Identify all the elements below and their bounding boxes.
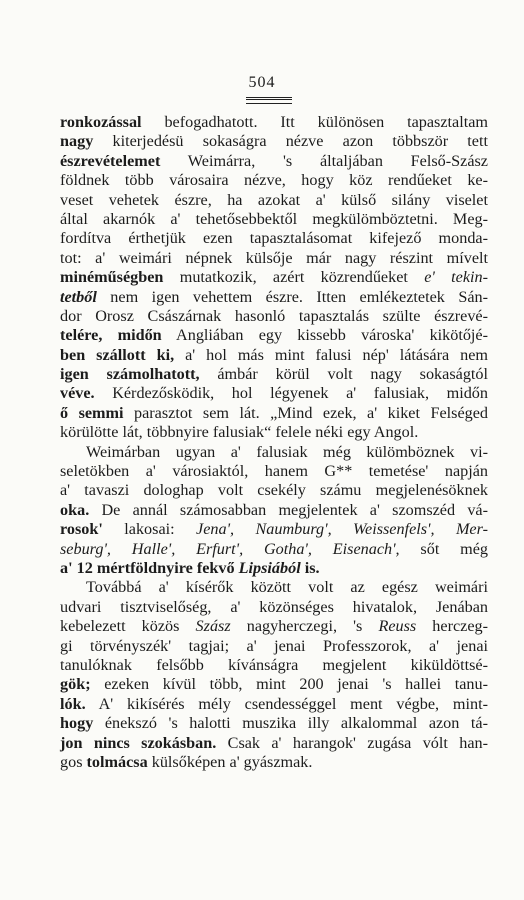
text-run: oka. — [60, 500, 90, 519]
text-line — [60, 171, 488, 190]
text-run: ben szállott ki, — [60, 345, 175, 364]
page-body-text — [60, 113, 488, 772]
text-line — [60, 540, 488, 559]
text-run: fordítva érthetjük ezen tapasztalásomat kifejező monda- — [60, 229, 488, 248]
text-run: seletökben a' városiaktól, hanem G** temetése' napján — [60, 462, 488, 481]
text-run: sőt még — [399, 539, 488, 558]
text-line — [60, 481, 488, 500]
text-run: Szász — [195, 617, 231, 636]
text-run: a' hol más mint falusi nép' látására nem — [174, 345, 489, 364]
text-run: gök; — [60, 675, 91, 694]
text-line — [60, 365, 488, 384]
text-line — [60, 462, 488, 481]
text-run: nagyherczegi, 's — [230, 617, 379, 636]
text-run: veset vehetek észre, ha azokat a' külső silány viselet — [60, 190, 488, 209]
text-run: udvari tisztviselőség, a' közönséges hivatalok, Jenában — [60, 597, 488, 616]
text-line — [60, 152, 488, 171]
text-line — [60, 637, 488, 656]
header-rule — [246, 97, 292, 100]
text-run: nagy — [60, 132, 94, 151]
text-line — [60, 520, 488, 539]
text-run: nem igen vehettem észre. Itten emlékeztetek Sán- — [96, 287, 488, 306]
text-run: seburg', Halle', Erfurt', Gotha', Eisenach', — [60, 539, 400, 558]
text-line — [60, 734, 488, 753]
text-line — [60, 617, 488, 636]
text-run: Lipsiából — [238, 558, 301, 577]
text-run: véve. — [60, 384, 95, 403]
text-run: mutatkozik, azért közrendűeket — [163, 268, 425, 287]
text-run: hogy — [60, 714, 94, 733]
text-run: kiterjedésü sokaságra nézve azon többször tett — [93, 132, 488, 151]
text-run: igen számolhatott, — [60, 365, 200, 384]
text-run: gi törvényszék' tagjai; a' jenai Professzorok, a' jenai — [60, 636, 488, 655]
text-line — [60, 656, 488, 675]
text-run: Továbbá a' kísérők között volt az egész weimári — [86, 578, 488, 597]
text-line — [60, 268, 488, 287]
text-run: a' 12 mértföldnyire fekvő — [60, 558, 235, 577]
text-run: telére, midőn — [60, 326, 162, 345]
text-run: ezeken kívül több, mint 200 jenai 's hallei tanu- — [90, 675, 488, 694]
text-run: ő semmi — [60, 403, 124, 422]
text-run: által akarnók a' tehetősebbektől megkülömböztetni. Meg- — [60, 209, 488, 228]
text-run: lók. — [60, 694, 86, 713]
text-line — [60, 132, 488, 151]
text-run: Kérdezősködik, hol légyenek a' falusiak, midőn — [94, 384, 488, 403]
text-run: gos — [60, 752, 87, 771]
text-line — [60, 501, 488, 520]
text-line — [60, 307, 488, 326]
text-run: is. — [300, 558, 320, 577]
text-run: földnek több városaira nézve, hogy köz rendűeket ke- — [60, 171, 488, 190]
text-run: tot: a' weimári népnek külsője már nagy részint mívelt — [60, 248, 488, 267]
text-line — [60, 443, 488, 462]
text-line — [60, 598, 488, 617]
text-run: Csak a' harangok' zugása vólt han- — [216, 733, 488, 752]
text-run: észrevételemet — [60, 151, 161, 170]
text-line — [60, 191, 488, 210]
text-run: tetből — [60, 287, 97, 306]
text-line — [60, 288, 488, 307]
text-run: befogadhatott. Itt különösen tapasztaltam — [141, 113, 488, 131]
text-line — [60, 753, 488, 772]
text-line — [60, 423, 488, 442]
text-run: dor Orosz Császárnak hasonló tapasztalás szülte észrevé- — [60, 306, 488, 325]
header-rule-thin — [246, 103, 292, 104]
text-line — [60, 404, 488, 423]
text-line — [60, 695, 488, 714]
text-run: Weimárra, 's általjában Felső-Szász — [160, 151, 488, 170]
text-run: lakosai: — [102, 520, 197, 539]
text-run: énekszó 's halotti muszika illy alkalommal azon tá- — [93, 714, 488, 733]
text-line — [60, 559, 488, 578]
text-run: jon nincs szokásban. — [60, 733, 217, 752]
text-line — [60, 675, 488, 694]
text-run: De annál számosabban megjelentek a' szomszéd vá- — [89, 500, 488, 519]
text-run: parasztot sem lát. „Mind ezek, a' kiket Felséged — [123, 403, 489, 422]
text-line — [60, 346, 488, 365]
page-number: 504 — [248, 74, 276, 91]
text-run: A' kikísérés mély csendességgel ment végbe, mint- — [85, 694, 488, 713]
text-run: tolmácsa — [86, 752, 148, 771]
text-line — [60, 210, 488, 229]
text-line — [60, 578, 488, 597]
text-run: herczeg- — [416, 617, 488, 636]
text-line — [60, 326, 488, 345]
text-run: rosok' — [60, 520, 103, 539]
text-run: Weimárban ugyan a' falusiak még külömböznek vi- — [86, 442, 488, 461]
text-run: kebelezett közös — [60, 617, 196, 636]
text-line — [60, 229, 488, 248]
text-line — [60, 249, 488, 268]
text-run: Angliában egy kissebb városka' kikötőjé- — [161, 326, 489, 345]
text-run: külsőképen a' gyászmak. — [147, 752, 313, 771]
text-line — [60, 113, 488, 132]
text-run: Jena', Naumburg', Weissenfels', Mer- — [196, 520, 488, 539]
text-run: a' tavaszi dologhap volt csekély számu megjelenésöknek — [60, 481, 488, 500]
text-run: körülötte lát, többnyire falusiak“ felele néki egy Angol. — [60, 423, 419, 442]
text-run: ámbár körül volt nagy sokaságtól — [199, 365, 488, 384]
text-line — [60, 714, 488, 733]
text-line — [60, 384, 488, 403]
text-run: ronkozással — [60, 113, 142, 131]
text-run: tanulóknak felsőbb kívánságra megjelent kiküldöttsé- — [60, 655, 488, 674]
text-run: Reuss — [378, 617, 417, 636]
text-run: minéműségben — [60, 268, 164, 287]
text-run: e' tekin- — [424, 268, 488, 287]
